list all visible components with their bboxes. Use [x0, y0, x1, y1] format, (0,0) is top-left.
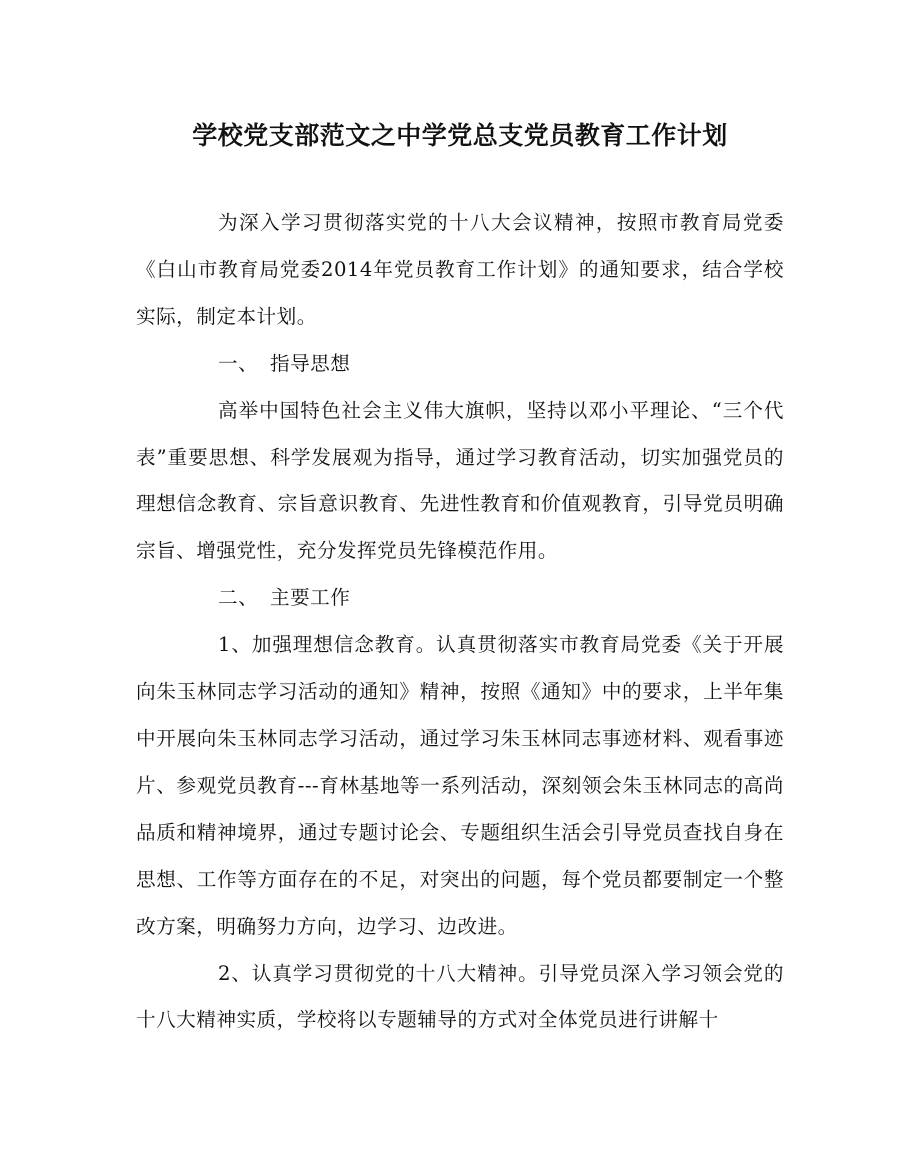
section-1-paragraph: 高举中国特色社会主义伟大旗帜，坚持以邓小平理论、“三个代表”重要思想、科学发展观为指导，通过学习教育活动，切实加强党员的理想信念教育、宗旨意识教育、先进性教育和价值观教育，引导党员明确宗旨、增强党性，充分发挥党员先锋模范作用。: [136, 398, 784, 563]
section-2-number: 二、: [218, 586, 259, 610]
section-2-item-1: 1、加强理想信念教育。认真贯彻落实市教育局党委《关于开展向朱玉林同志学习活动的通知》精神，按照《通知》中的要求，上半年集中开展向朱玉林同志学习活动，通过学习朱玉林同志事迹材料、观看事迹片、参观党员教育---育林基地等一系列活动，深刻领会朱玉林同志的高尚品质和精神境界，通过专题讨论会、专题组织生活会引导党员查找自身在思想、工作等方面存在的不足，对突出的问题，每个党员都要制定一个整改方案，明确努力方向，边学习、边改进。: [136, 633, 784, 938]
section-1-title: 指导思想: [270, 351, 351, 375]
section-1-number: 一、: [218, 351, 259, 375]
section-2-item-2: 2、认真学习贯彻党的十八大精神。引导党员深入学习领会党的十八大精神实质，学校将以专题辅导的方式对全体党员进行讲解十: [136, 961, 784, 1032]
document-title: 学校党支部范文之中学党总支党员教育工作计划: [192, 121, 728, 150]
section-2-heading: [136, 575, 784, 622]
section-2-title: 主要工作: [270, 586, 351, 610]
intro-paragraph: 为深入学习贯彻落实党的十八大会议精神，按照市教育局党委《白山市教育局党委2014年党员教育工作计划》的通知要求，结合学校实际，制定本计划。: [136, 211, 784, 328]
section-1-heading: [136, 341, 784, 388]
document-body: [136, 200, 784, 1044]
